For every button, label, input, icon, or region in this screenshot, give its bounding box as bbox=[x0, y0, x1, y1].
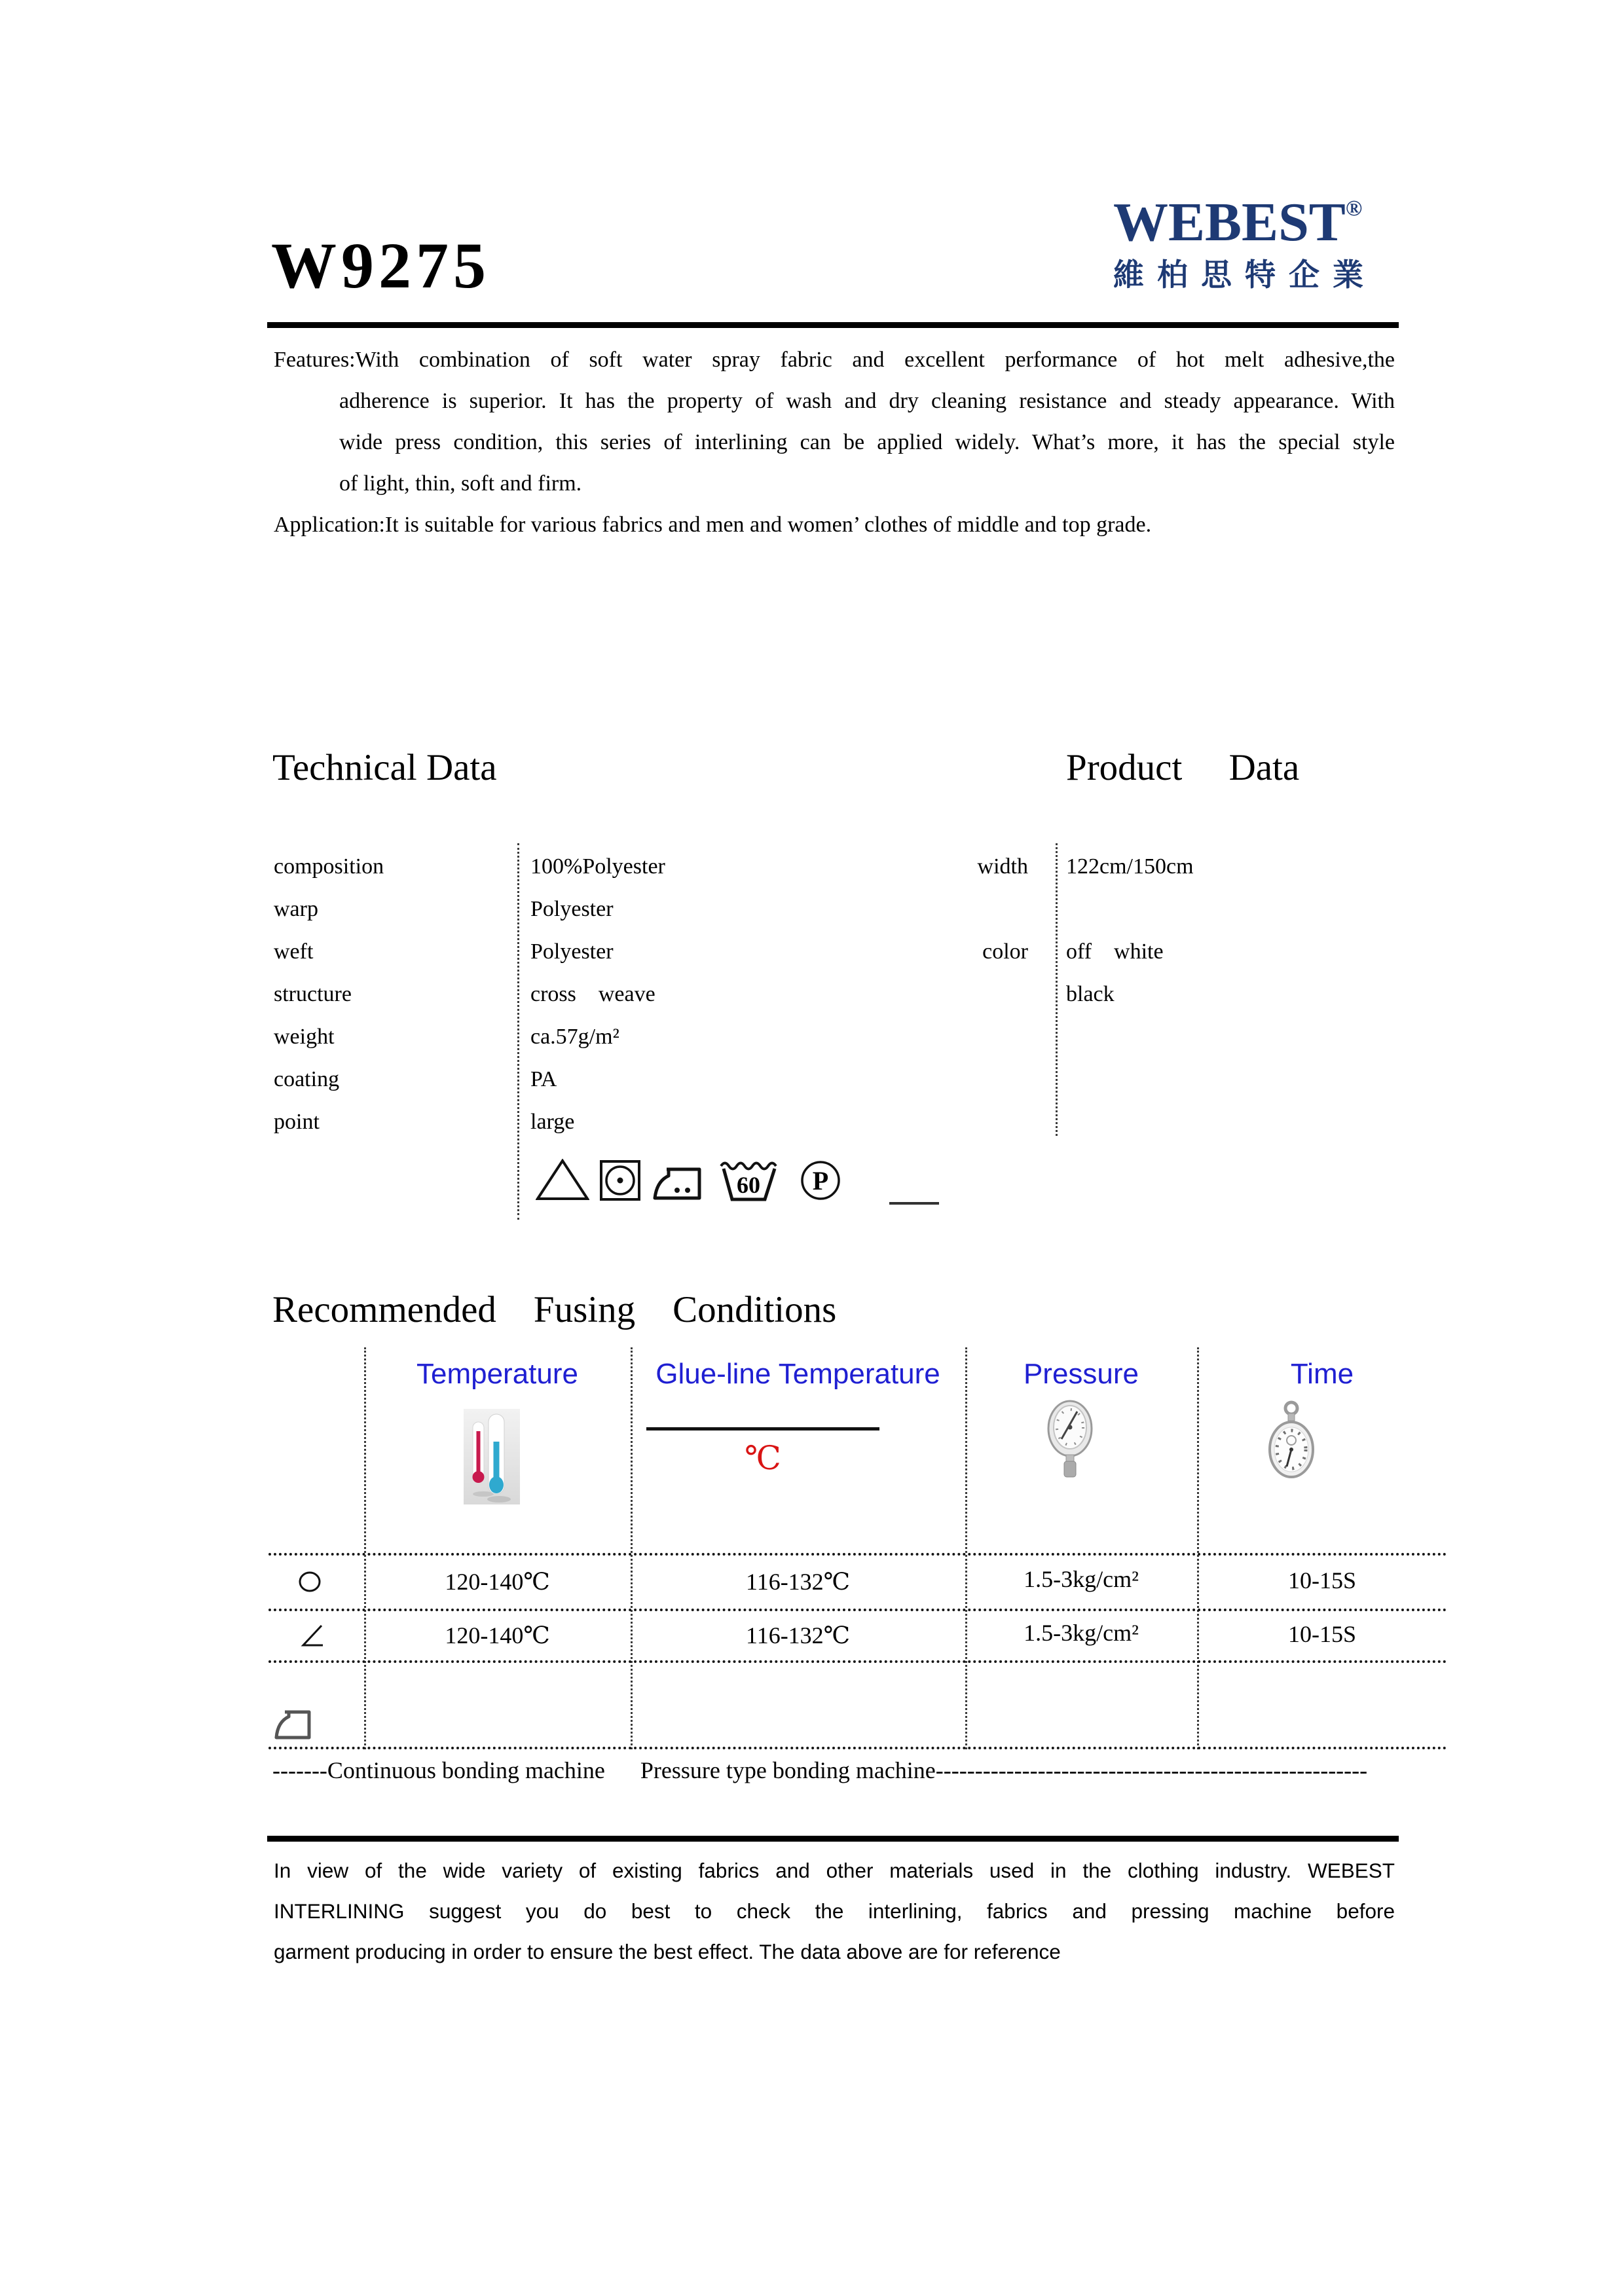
product-width-label: width bbox=[977, 854, 1028, 879]
iron-icon bbox=[651, 1165, 707, 1202]
fusing-header-glue-line: Glue-line Temperature bbox=[655, 1358, 940, 1390]
fusing-conditions-title: Recommended Fusing Conditions bbox=[272, 1289, 837, 1330]
tech-value: Polyester bbox=[530, 939, 614, 964]
tech-label: structure bbox=[274, 982, 352, 1006]
product-data-title: Product Data bbox=[1066, 747, 1300, 788]
product-color-value: off white bbox=[1066, 939, 1164, 964]
tech-label: warp bbox=[274, 897, 318, 921]
disclaimer-line: garment producing in order to ensure the best effect. The data above are for reference bbox=[274, 1940, 1061, 1963]
dry-clean-p-icon bbox=[800, 1160, 841, 1201]
stopwatch-icon bbox=[1268, 1400, 1315, 1481]
fusing-cell-glue-line: 116-132℃ bbox=[746, 1622, 850, 1649]
tech-label: weight bbox=[274, 1025, 335, 1049]
fusing-cell-pressure: 1.5-3kg/cm² bbox=[1024, 1566, 1139, 1592]
wash-temperature: 60 bbox=[737, 1172, 760, 1198]
product-color-value: black bbox=[1066, 982, 1115, 1006]
brand-wordmark: WEBEST® bbox=[1113, 192, 1363, 253]
fusing-cell-glue-line: 116-132℃ bbox=[746, 1569, 850, 1595]
technical-data-title: Technical Data bbox=[272, 747, 497, 788]
glue-line-unit: ℃ bbox=[745, 1440, 781, 1476]
features-line: of light, thin, soft and firm. bbox=[339, 471, 582, 496]
thermometer-icon bbox=[464, 1409, 520, 1504]
disclaimer-line: INTERLINING suggest you do best to check the interlining, fabrics and pressing machine before bbox=[274, 1899, 1395, 1923]
disclaimer-line: In view of the wide variety of existing fabrics and other materials used in the clothing industry. WEBEST bbox=[274, 1859, 1395, 1882]
features-line: adherence is superior. It has the property of wash and dry cleaning resistance and steady appearance. With bbox=[339, 389, 1395, 413]
tech-label: weft bbox=[274, 939, 314, 964]
pressure-gauge-icon bbox=[1046, 1396, 1094, 1482]
features-line: Features:With combination of soft water spray fabric and excellent performance of hot melt adhesive,the bbox=[274, 348, 1395, 372]
product-code: W9275 bbox=[271, 229, 490, 302]
brand-logo bbox=[1113, 192, 1376, 292]
tech-label: coating bbox=[274, 1067, 340, 1091]
tech-value: large bbox=[530, 1110, 575, 1134]
machine-type-circle-icon bbox=[297, 1570, 322, 1594]
tech-value: PA bbox=[530, 1067, 557, 1091]
header-divider bbox=[267, 322, 1399, 328]
fusing-row-divider bbox=[268, 1660, 1447, 1663]
fusing-cell-time: 10-15S bbox=[1287, 1621, 1356, 1647]
footer-divider bbox=[267, 1836, 1399, 1842]
registered-mark-icon: ® bbox=[1345, 196, 1363, 221]
fusing-header-time: Time bbox=[1290, 1358, 1354, 1390]
features-paragraph bbox=[274, 339, 1395, 545]
brand-chinese-name: 維柏思特企業 bbox=[1113, 257, 1376, 292]
dash-mark bbox=[889, 1202, 939, 1205]
fusing-column-divider bbox=[1197, 1347, 1199, 1749]
tech-value: cross weave bbox=[530, 982, 655, 1006]
fusing-header-temperature: Temperature bbox=[416, 1358, 578, 1390]
product-column-divider bbox=[1056, 843, 1058, 1136]
bleach-triangle-icon bbox=[536, 1159, 589, 1201]
glue-line-blank bbox=[646, 1427, 879, 1430]
fusing-cell-temperature: 120-140℃ bbox=[445, 1569, 550, 1595]
fusing-table-caption: -------Continuous bonding machine Pressure type bonding machine------------------------------------------------------- bbox=[272, 1757, 1368, 1783]
tumble-dry-icon bbox=[600, 1160, 640, 1201]
application-line: Application:It is suitable for various fabrics and men and women’ clothes of middle and top grade. bbox=[274, 513, 1152, 537]
fusing-column-divider bbox=[631, 1347, 633, 1749]
tech-label: point bbox=[274, 1110, 320, 1134]
machine-type-iron-icon bbox=[272, 1707, 316, 1741]
features-line: wide press condition, this series of interlining can be applied widely. What’s more, it has the special style bbox=[339, 430, 1395, 454]
disclaimer-paragraph bbox=[274, 1850, 1395, 1972]
wash-60-icon bbox=[718, 1157, 779, 1203]
fusing-row-divider bbox=[268, 1553, 1447, 1556]
tech-value: ca.57g/m² bbox=[530, 1025, 619, 1049]
fusing-cell-temperature: 120-140℃ bbox=[445, 1622, 550, 1649]
fusing-cell-pressure: 1.5-3kg/cm² bbox=[1024, 1620, 1139, 1646]
technical-column-divider bbox=[517, 843, 519, 1220]
fusing-column-divider bbox=[965, 1347, 967, 1749]
fusing-column-divider bbox=[364, 1347, 366, 1749]
tech-value: 100%Polyester bbox=[530, 854, 665, 879]
tech-label: composition bbox=[274, 854, 384, 879]
tech-value: Polyester bbox=[530, 897, 614, 921]
machine-type-angle-icon bbox=[299, 1622, 325, 1649]
product-color-label: color bbox=[982, 939, 1028, 964]
dryclean-letter: P bbox=[812, 1166, 829, 1195]
fusing-cell-time: 10-15S bbox=[1287, 1567, 1356, 1594]
fusing-row-divider bbox=[268, 1747, 1447, 1749]
product-width-value: 122cm/150cm bbox=[1066, 854, 1194, 879]
fusing-row-divider bbox=[268, 1609, 1447, 1611]
fusing-header-pressure: Pressure bbox=[1023, 1358, 1139, 1390]
